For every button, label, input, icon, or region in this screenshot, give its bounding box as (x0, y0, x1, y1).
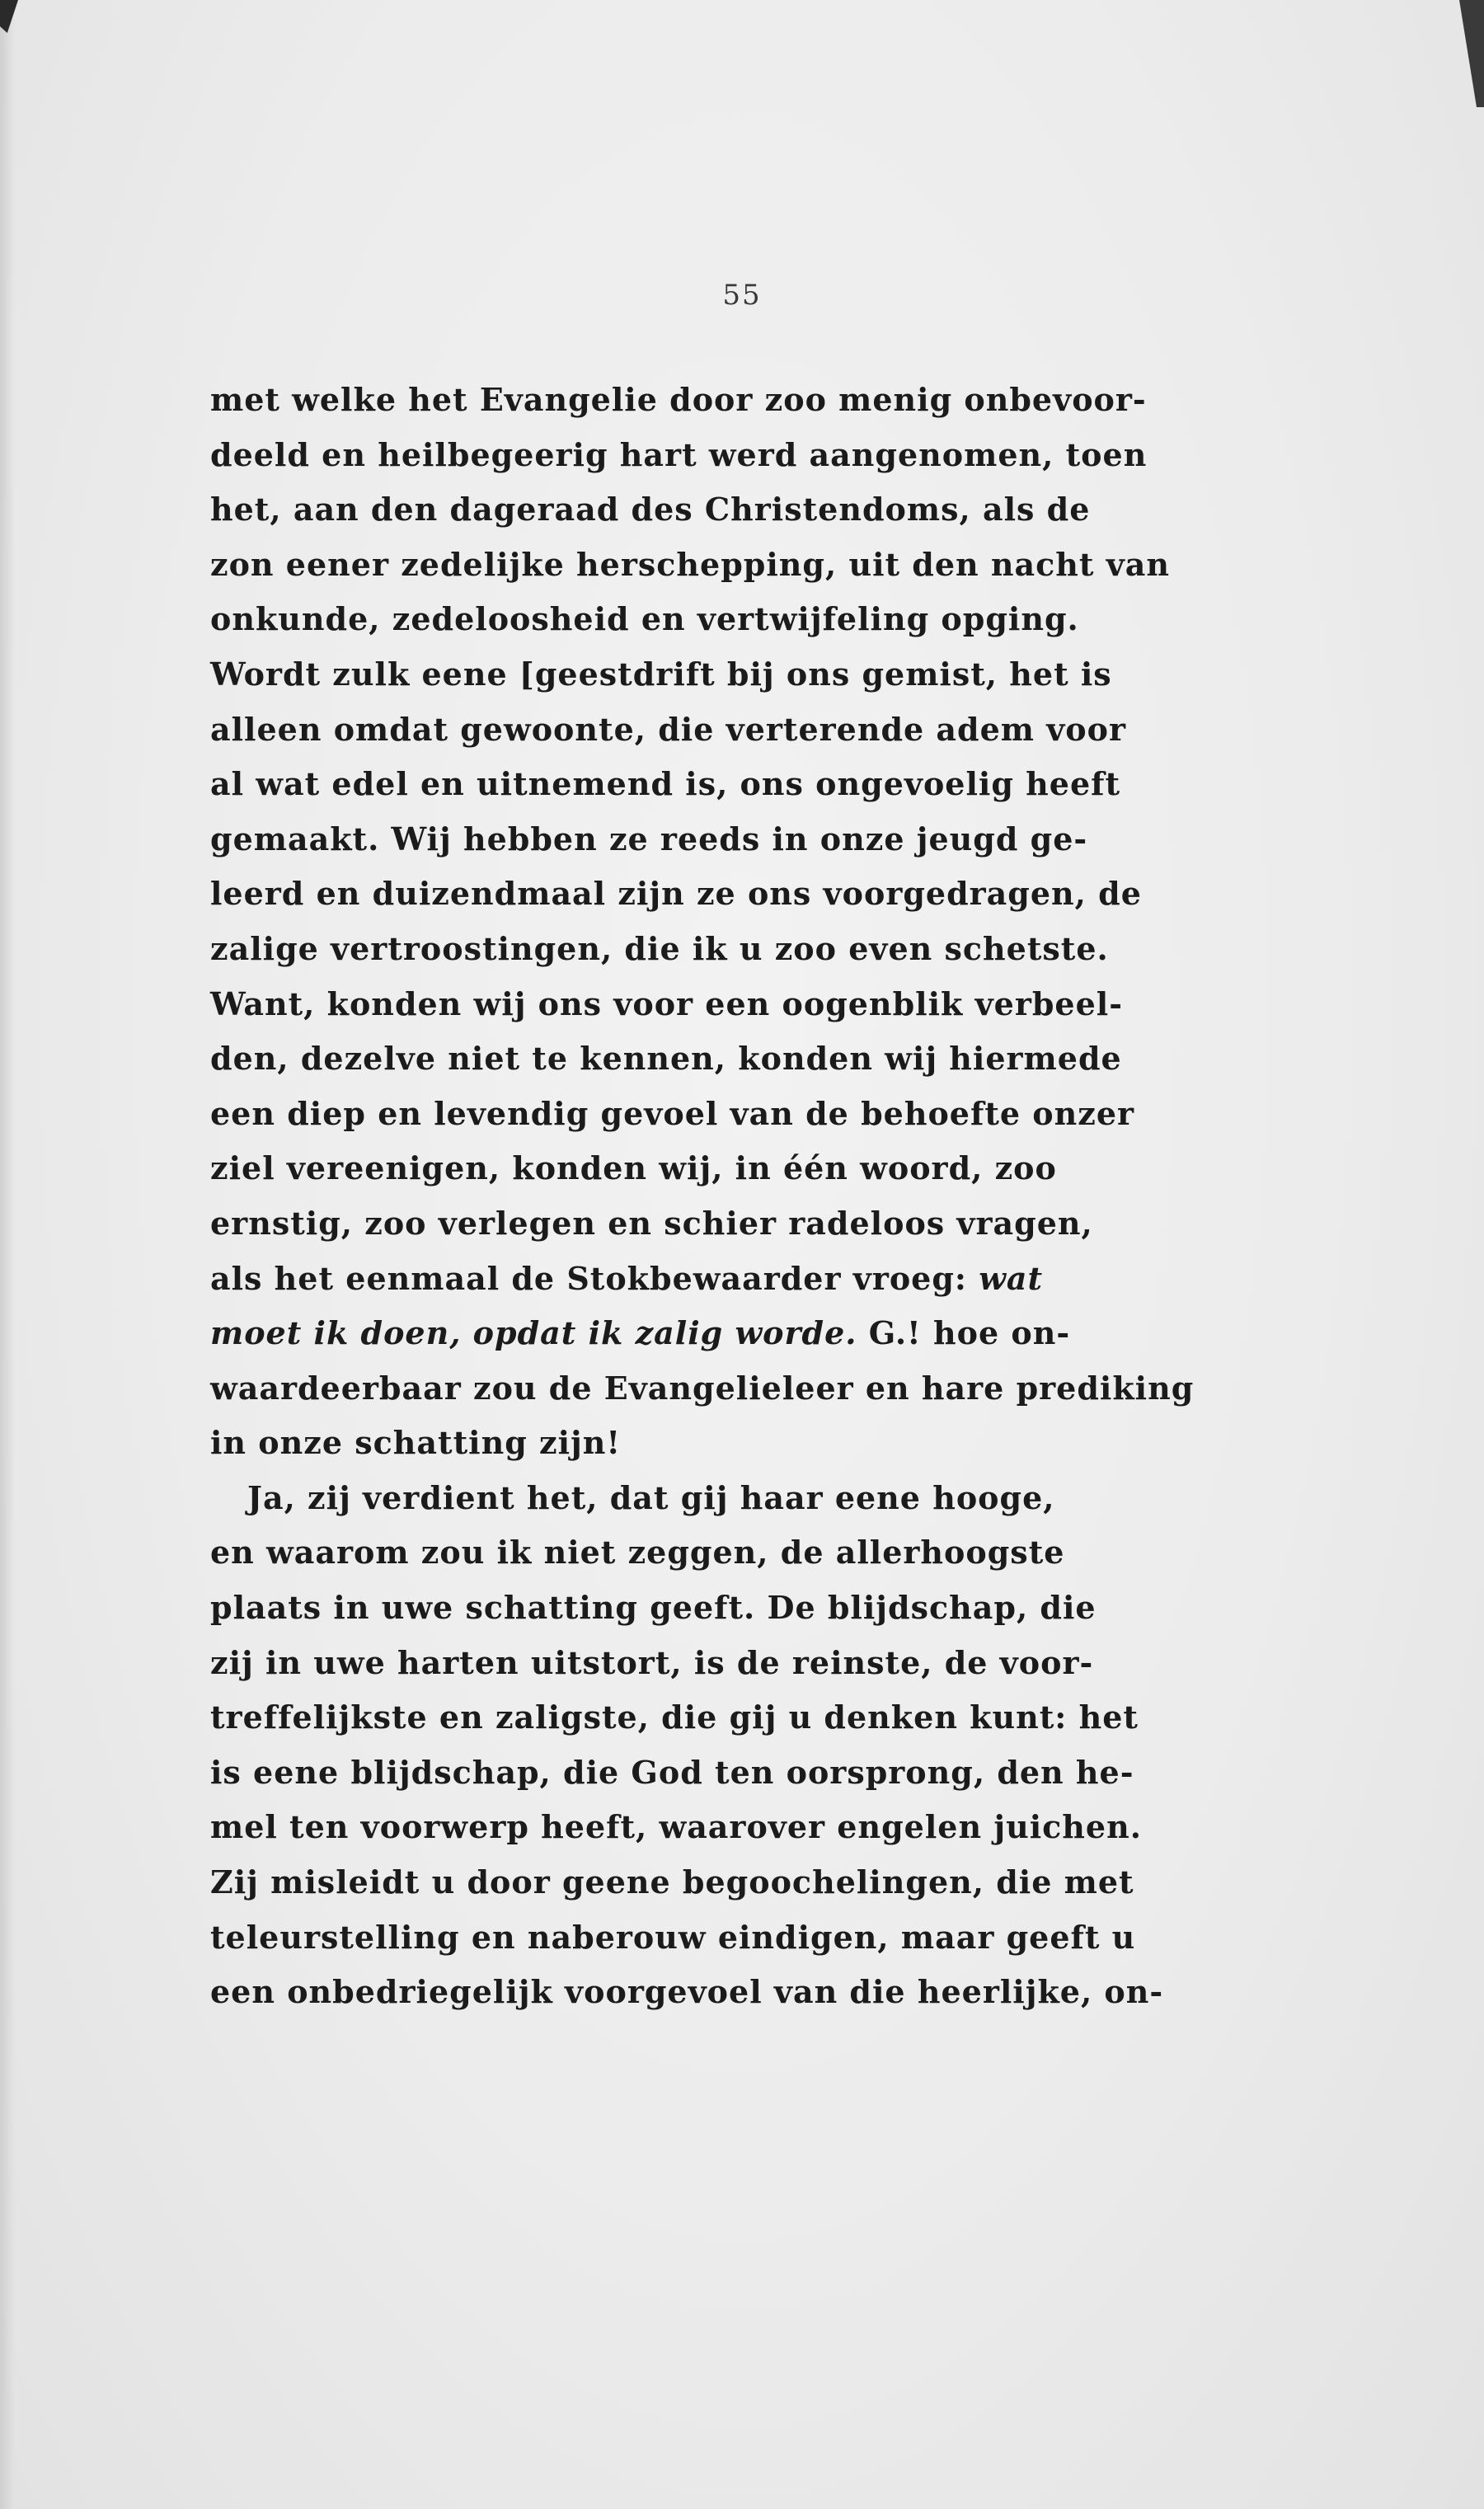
text-span: zon eener zedelijke herschepping, uit den nacht van (210, 545, 1171, 583)
text-span: leerd en duizendmaal zijn ze ons voorgedragen, de (210, 875, 1142, 913)
text-line (210, 1471, 1167, 1526)
italic-text-span: moet ik doen, opdat ik zalig worde. (210, 1314, 857, 1352)
text-line (210, 977, 1167, 1032)
text-span: al wat edel en uitnemend is, ons ongevoelig heeft (210, 765, 1121, 803)
text-span: zalige vertroostingen, die ik u zoo even schetste. (210, 929, 1109, 967)
text-line (210, 373, 1167, 428)
text-span: Want, konden wij ons voor een oogenblik verbeel- (210, 984, 1123, 1022)
text-line (210, 1196, 1167, 1252)
text-span: met welke het Evangelie door zoo menig onbevoor- (210, 381, 1147, 418)
text-line (210, 592, 1167, 647)
text-line (210, 1087, 1167, 1142)
text-span: zij in uwe harten uitstort, is de reinste, de voor- (210, 1643, 1094, 1681)
text-line (210, 428, 1167, 483)
text-line (210, 1910, 1167, 1966)
text-span: is eene blijdschap, die God ten oorsprong, den he- (210, 1753, 1134, 1791)
text-line (210, 1361, 1195, 1417)
text-span: gemaakt. Wij hebben ze reeds in onze jeugd ge- (210, 820, 1088, 857)
text-line (210, 1416, 1167, 1471)
text-line (210, 1745, 1167, 1801)
text-span: mel ten voorwerp heeft, waarover engelen juichen. (210, 1808, 1142, 1846)
text-span: ernstig, zoo verlegen en schier radeloos vragen, (210, 1204, 1093, 1242)
text-span: ziel vereenigen, konden wij, in één woord, zoo (210, 1149, 1057, 1187)
text-line (210, 1800, 1167, 1855)
text-span: G.! hoe on- (857, 1314, 1071, 1352)
text-span: Ja, zij verdient het, dat gij haar eene hooge, (247, 1478, 1055, 1516)
text-line (210, 922, 1167, 977)
text-span: als het eenmaal de Stokbewaarder vroeg: (210, 1259, 979, 1297)
scan-corner-mark-right (1459, 0, 1484, 107)
text-span: Wordt zulk eene [geestdrift bij ons gemist, het is (210, 655, 1112, 693)
page-number: 55 (722, 279, 762, 312)
text-line (210, 647, 1167, 702)
text-span: in onze schatting zijn! (210, 1424, 622, 1462)
text-line (210, 812, 1167, 867)
text-span: het, aan den dageraad des Christendoms, als de (210, 491, 1091, 529)
text-span: waardeerbaar zou de Evangelieleer en hare prediking (210, 1369, 1195, 1407)
text-span: den, dezelve niet te kennen, konden wij hiermede (210, 1040, 1122, 1078)
text-span: onkunde, zedeloosheid en vertwijfeling opging. (210, 600, 1079, 638)
text-span: een diep en levendig gevoel van de behoefte onzer (210, 1094, 1135, 1132)
text-line (210, 702, 1167, 758)
text-span: plaats in uwe schatting geeft. De blijdschap, die (210, 1589, 1097, 1627)
text-line (210, 1306, 1167, 1361)
text-span: en waarom zou ik niet zeggen, de allerhoogste (210, 1534, 1065, 1572)
body-text (210, 373, 1195, 2020)
text-line (210, 1636, 1167, 1691)
italic-text-span: wat (979, 1259, 1044, 1297)
text-line (210, 1581, 1167, 1636)
text-line (210, 1525, 1167, 1581)
text-line (210, 538, 1171, 593)
page-edge-shadow (0, 0, 15, 2509)
text-line (210, 1690, 1167, 1745)
text-line (210, 1031, 1167, 1087)
text-line (210, 1965, 1167, 2020)
text-line (210, 482, 1167, 538)
text-span: deeld en heilbegeerig hart werd aangenomen, toen (210, 435, 1148, 473)
text-line (210, 1855, 1167, 1910)
text-span: teleurstelling en naberouw eindigen, maar geeft u (210, 1918, 1136, 1956)
text-line (210, 1252, 1167, 1307)
text-span: een onbedriegelijk voorgevoel van die heerlijke, on- (210, 1973, 1164, 2011)
text-line (210, 867, 1167, 922)
text-span: treffelijkste en zaligste, die gij u denken kunt: het (210, 1699, 1139, 1736)
text-span: alleen omdat gewoonte, die verterende adem voor (210, 710, 1127, 748)
text-line (210, 757, 1167, 812)
text-line (210, 1141, 1167, 1196)
text-span: Zij misleidt u door geene begoochelingen, die met (210, 1863, 1134, 1901)
